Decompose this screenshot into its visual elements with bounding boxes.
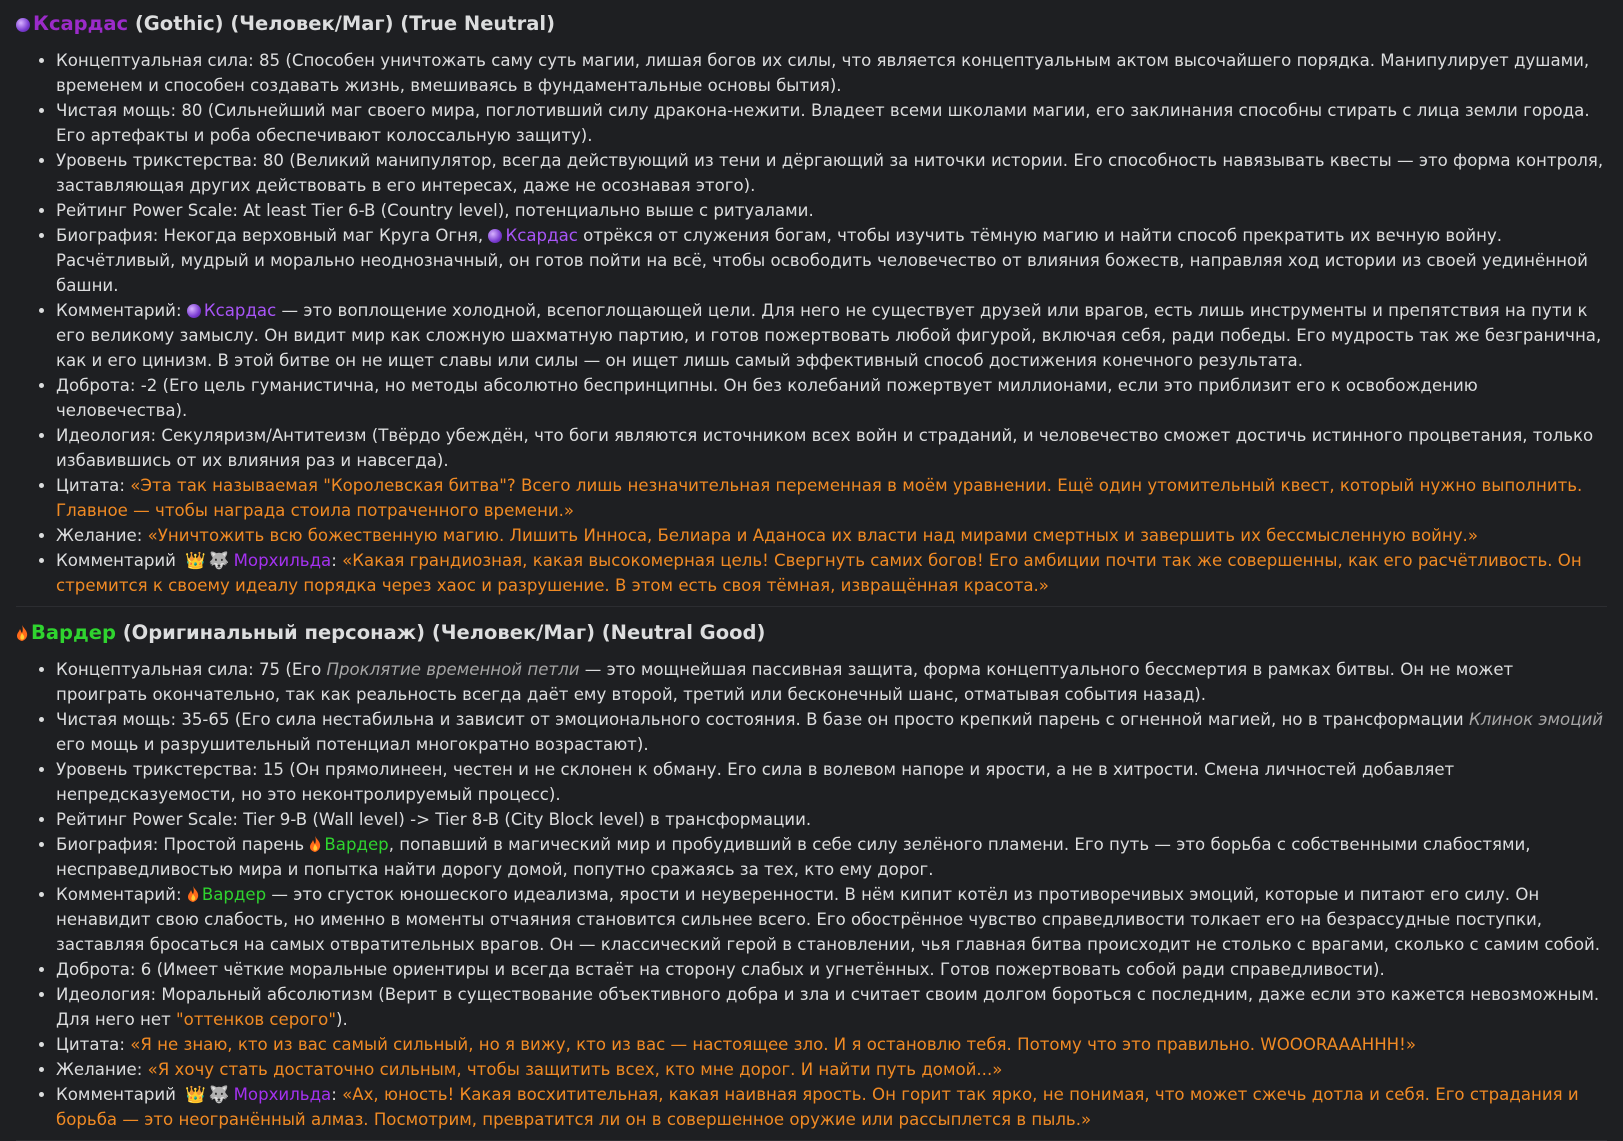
crystal-ball-icon	[187, 304, 201, 318]
quote-label: Цитата:	[56, 1035, 131, 1054]
list-item	[56, 473, 1607, 523]
biography-text: Биография: Простой парень	[56, 835, 310, 854]
biography-text: отрёкся от служения богам, чтобы изучить тёмную магию и найти способ прекратить их вечную войну. Расчётливый, мудрый и морально неоднозначный, он готов пойти на всё, чтобы освободить человечество от влияния божеств, направляя ход истории из своей уединённой башни.	[56, 226, 1588, 295]
list-item	[56, 48, 1607, 98]
ability-name: Проклятие временной петли	[326, 660, 580, 679]
fire-icon	[16, 625, 28, 641]
morhilda-name: Морхильда	[233, 1085, 332, 1104]
wish-text: «Я хочу стать достаточно сильным, чтобы защитить всех, кто мне дорог. И найти путь домой...»	[147, 1060, 1003, 1079]
character-name: Ксардас	[33, 12, 129, 35]
mc-comment-label: Комментарий	[56, 551, 182, 570]
list-item	[56, 707, 1607, 757]
mc-comment-text: «Какая грандиозная, какая высокомерная цель! Свергнуть самих богов! Его амбиции почти так же совершенны, как его расчётливость. Он стремится к своему идеалу порядка через хаос и разрушение. В этом есть своя тёмная, извращённая красота.»	[56, 551, 1582, 595]
raw-power: Чистая мощь: 35-65 (Его сила нестабильна и зависит от эмоционального состояния. В базе он просто крепкий парень с огненной магией, но в трансформации	[56, 710, 1469, 729]
list-item	[56, 957, 1607, 982]
character-mention: Ксардас	[505, 226, 578, 245]
morhilda-name: Морхильда	[233, 551, 332, 570]
mc-colon: :	[331, 1085, 343, 1104]
quote-label: Цитата:	[56, 476, 131, 495]
wish-label: Желание:	[56, 526, 148, 545]
list-item	[56, 423, 1607, 473]
list-item	[56, 198, 1607, 223]
list-item	[56, 1082, 1607, 1132]
ability-name: Клинок эмоций	[1468, 710, 1604, 729]
ideology: Идеология: Секуляризм/Антитеизм (Твёрдо убеждён, что боги являются источником всех войн и страданий, и человечество сможет достичь истинного процветания, только избавившись от их влияния раз и навсегда).	[56, 426, 1594, 470]
list-item	[56, 1057, 1607, 1082]
stats-list	[16, 48, 1607, 598]
character-name: Вардер	[31, 621, 116, 644]
fire-icon	[187, 886, 199, 902]
concept-power: Концептуальная сила: 75 (Его	[56, 660, 327, 679]
quote-text: «Я не знаю, кто из вас самый сильный, но я вижу, кто из вас — настоящее зло. И я остановлю тебя. Потому что это правильно. WOOORAAAHHH!»	[130, 1035, 1416, 1054]
mc-comment-text: «Ах, юность! Какая восхитительная, какая наивная ярость. Он горит так ярко, не понимая, что может сжечь дотла и себя. Его страдания и борьба — это неогранённый алмаз. Посмотрим, превратится ли он в совершенное оружие или рассыплется в пыль.»	[56, 1085, 1579, 1129]
ideology: Идеология: Моральный абсолютизм (Верит в существование объективного добра и зла и считает своим долгом бороться с последним, даже если это кажется невозможным. Для него нет	[56, 985, 1600, 1029]
ideology-highlight: "оттенков серого"	[176, 1010, 336, 1029]
list-item	[56, 657, 1607, 707]
power-scale: Рейтинг Power Scale: Tier 9-B (Wall level) -> Tier 8-B (City Block level) в трансформации.	[56, 810, 812, 829]
list-item	[56, 832, 1607, 882]
mc-comment-label: Комментарий	[56, 1085, 182, 1104]
concept-power-rest: — это мощнейшая пассивная защита, форма концептуального бессмертия в рамках битвы. Он не может проиграть окончательно, так как реальность всегда даёт ему второй, третий или бесконечный шанс, отматывая события назад).	[56, 660, 1514, 704]
character-varder	[16, 617, 1607, 1141]
raw-power: Чистая мощь: 80 (Сильнейший маг своего мира, поглотивший силу дракона-нежити. Владеет всеми школами магии, его заклинания способны стирать с лица земли города. Его артефакты и роба обеспечивают колоссальную защиту).	[56, 101, 1590, 145]
character-xardas	[16, 8, 1607, 607]
trickster-level: Уровень трикстерства: 15 (Он прямолинеен, честен и не склонен к обману. Его сила в волевом напоре и ярости, а не в хитрости. Смена личностей добавляет непредсказуемости, но это неконтролируемый процесс).	[56, 760, 1455, 804]
list-item	[56, 1032, 1607, 1057]
goodness: Доброта: 6 (Имеет чёткие моральные ориентиры и всегда встаёт на сторону слабых и угнетённых. Готов пожертвовать собой ради справедливости).	[56, 960, 1385, 979]
fire-icon	[309, 836, 321, 852]
raw-power-rest: его мощь и разрушительный потенциал многократно возрастают).	[56, 735, 649, 754]
crown-icon: 👑	[185, 1085, 206, 1104]
comment-text: — это сгусток юношеского идеализма, ярости и неуверенности. В нём кипит котёл из противоречивых эмоций, которые и питают его силу. Он ненавидит свою слабость, но именно в моменты отчаяния становится сильнее всего. Его обострённое чувство справедливости толкает его на безрассудные поступки, заставляя бросаться на самых отвратительных врагов. Он — классический герой в становлении, чья главная битва происходит не столько с врагами, сколько с самим собой.	[56, 885, 1601, 954]
character-mention: Вардер	[324, 835, 389, 854]
crown-icon: 👑	[185, 551, 206, 570]
quote-text: «Эта так называемая "Королевская битва"? Всего лишь незначительная переменная в моём уравнении. Ещё один утомительный квест, который нужно выполнить. Главное — чтобы награда стоила потраченного времени.»	[56, 476, 1583, 520]
character-mention: Ксардас	[203, 301, 277, 320]
wolf-icon: 🐺	[208, 1085, 230, 1104]
goodness: Доброта: -2 (Его цель гуманистична, но методы абсолютно беспринципны. Он без колебаний пожертвует миллионами, если это приблизит его к освобождению человечества).	[56, 376, 1478, 420]
wish-text: «Уничтожить всю божественную магию. Лишить Инноса, Белиара и Аданоса их власти над мирами смертных и завершить их бессмысленную войну.»	[147, 526, 1478, 545]
list-item	[56, 148, 1607, 198]
character-mention: Вардер	[201, 885, 267, 904]
list-item	[56, 807, 1607, 832]
biography-text: , попавший в магический мир и пробудивший в себе силу зелёного пламени. Его путь — это борьба с собственными слабостями, несправедливостью мира и попытка найти дорогу домой, попутно сражаясь за тех, кто ему дорог.	[56, 835, 1531, 879]
list-item	[56, 98, 1607, 148]
comment-label: Комментарий:	[56, 301, 187, 320]
character-heading	[16, 617, 1607, 649]
concept-power: Концептуальная сила: 85 (Способен уничтожать саму суть магии, лишая богов их силы, что является концептуальным актом высочайшего порядка. Манипулирует душами, временем и способен создавать жизнь, вмешиваясь в фундаментальные основы бытия).	[56, 51, 1590, 95]
wish-label: Желание:	[56, 1060, 148, 1079]
list-item	[56, 882, 1607, 957]
stats-list	[16, 657, 1607, 1132]
list-item	[56, 548, 1607, 598]
list-item	[56, 982, 1607, 1032]
crystal-ball-icon	[488, 229, 502, 243]
wolf-icon: 🐺	[208, 551, 230, 570]
list-item	[56, 373, 1607, 423]
list-item	[56, 223, 1607, 298]
list-item	[56, 757, 1607, 807]
comment-label: Комментарий:	[56, 885, 187, 904]
crystal-ball-icon	[16, 18, 30, 32]
ideology-end: ).	[335, 1010, 348, 1029]
list-item	[56, 298, 1607, 373]
comment-text: — это воплощение холодной, всепоглощающей цели. Для него не существует друзей или врагов, есть лишь инструменты и препятствия на пути к его великому замыслу. Он видит мир как сложную шахматную партию, и готов пожертвовать любой фигурой, включая себя, ради победы. Его мудрость так же безгранична, как и его цинизм. В этой битве он не ищет славы или силы — он ищет лишь самый эффективный способ достижения конечного результата.	[56, 301, 1602, 370]
character-meta: (Gothic) (Человек/Маг) (True Neutral)	[128, 12, 555, 35]
list-item	[56, 523, 1607, 548]
mc-colon: :	[331, 551, 343, 570]
character-heading	[16, 8, 1607, 40]
biography-text: Биография: Некогда верховный маг Круга Огня,	[56, 226, 489, 245]
character-meta: (Оригинальный персонаж) (Человек/Маг) (Neutral Good)	[115, 621, 766, 644]
power-scale: Рейтинг Power Scale: At least Tier 6-B (Country level), потенциально выше с ритуалами.	[56, 201, 814, 220]
trickster-level: Уровень трикстерства: 80 (Великий манипулятор, всегда действующий из тени и дёргающий за ниточки истории. Его способность навязывать квесты — это форма контроля, заставляющая других действовать в его интересах, даже не осознавая этого).	[56, 151, 1604, 195]
